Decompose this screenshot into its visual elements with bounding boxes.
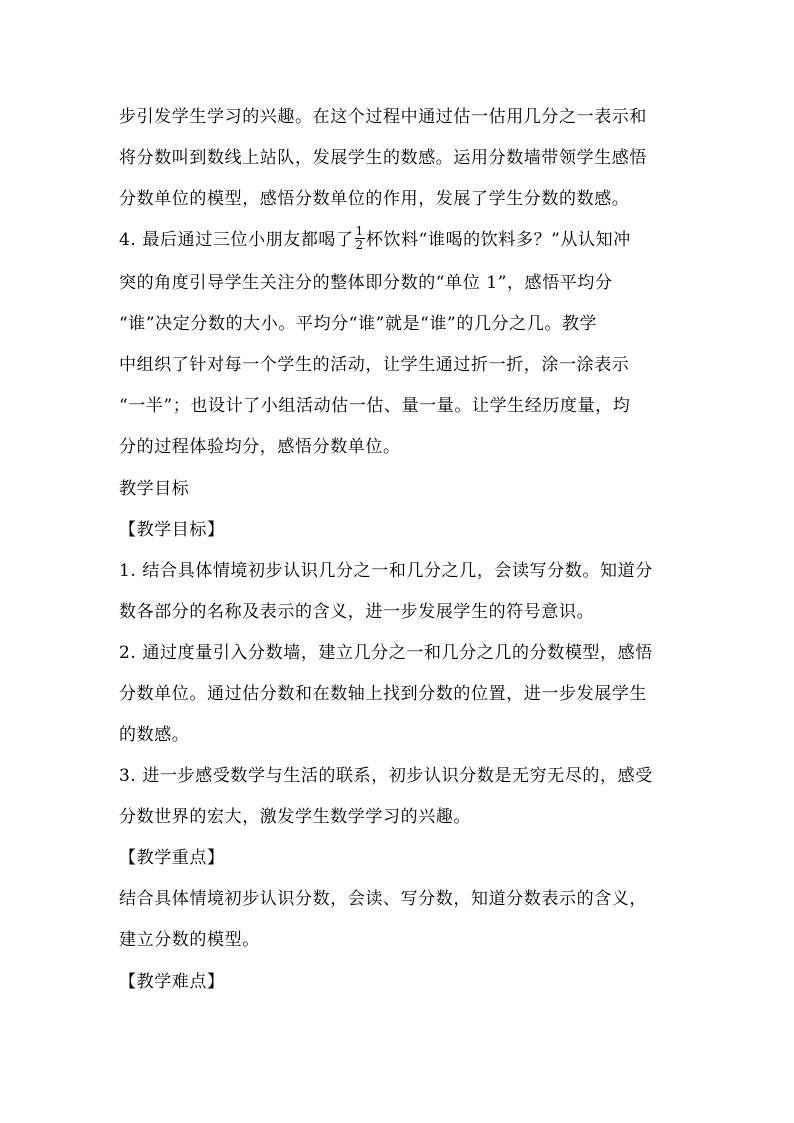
text-line: 数各部分的名称及表示的含义，进一步发展学生的符号意识。: [119, 602, 595, 622]
fraction-numerator: 1: [355, 224, 364, 238]
text-line: 1. 结合具体情境初步认识几分之一和几分之几，会读写分数。知道分: [119, 561, 653, 581]
text-segment: 杯饮料“谁喝的饮料多？”从认知冲: [365, 230, 631, 250]
text-line: 建立分数的模型。: [119, 930, 260, 950]
text-segment: 4. 最后通过三位小朋友都喝了: [119, 230, 354, 250]
text-line: 将分数叫到数线上站队，发展学生的数感。运用分数墙带领学生感悟: [119, 148, 647, 168]
text-line: 突的角度引导学生关注分的整体即分数的“单位 1”，感悟平均分: [119, 273, 613, 293]
fraction-denominator: 2: [355, 238, 364, 252]
text-line: 分的过程体验均分，感悟分数单位。: [119, 437, 401, 457]
section-title-objectives: 【教学目标】: [119, 520, 225, 540]
text-line: 中组织了针对每一个学生的活动，让学生通过折一折，涂一涂表示: [119, 355, 630, 375]
text-line: 分数单位的模型，感悟分数单位的作用，发展了学生分数的数感。: [119, 189, 630, 209]
text-line: 结合具体情境初步认识分数，会读、写分数，知道分数表示的含义，: [119, 889, 647, 909]
text-line: 3. 进一步感受数学与生活的联系，初步认识分数是无穷无尽的，感受: [119, 766, 653, 786]
section-title-difficulties: 【教学难点】: [119, 972, 225, 992]
text-line: “谁”决定分数的大小。平均分“谁”就是“谁”的几分之几。教学: [119, 314, 598, 334]
section-title-key-points: 【教学重点】: [119, 848, 225, 868]
text-line: “一半”；也设计了小组活动估一估、量一量。让学生经历度量，均: [119, 396, 631, 416]
text-line: 分数世界的宏大，激发学生数学学习的兴趣。: [119, 807, 471, 827]
fraction-one-half: [355, 225, 365, 252]
text-line-with-fraction: [119, 220, 689, 260]
text-line: 的数感。: [119, 725, 190, 745]
section-heading: 教学目标: [119, 479, 190, 499]
text-line: 分数单位。通过估分数和在数轴上找到分数的位置，进一步发展学生: [119, 684, 647, 704]
text-line: 步引发学生学习的兴趣。在这个过程中通过估一估用几分之一表示和: [119, 107, 647, 127]
text-line: 2. 通过度量引入分数墙，建立几分之一和几分之几的分数模型，感悟: [119, 643, 653, 663]
